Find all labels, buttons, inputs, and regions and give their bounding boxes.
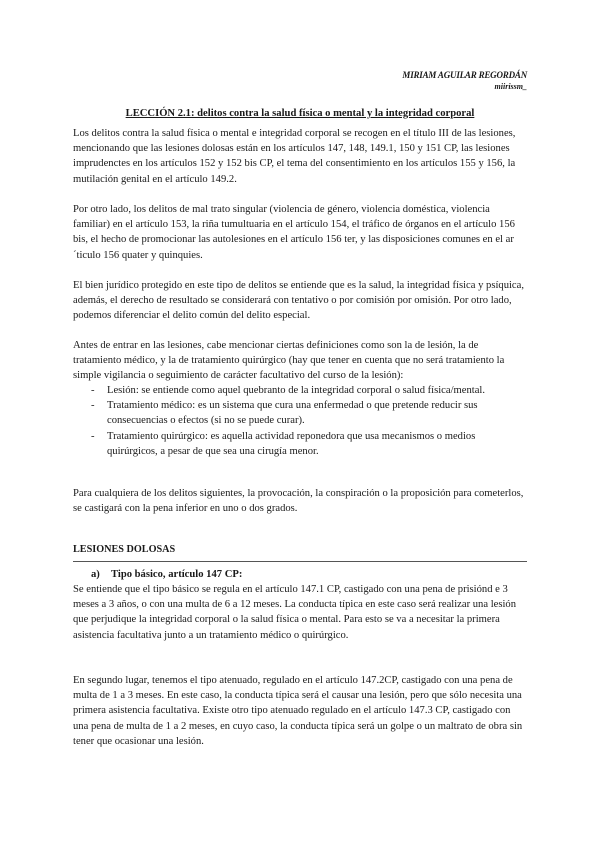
paragraph-intro: Los delitos contra la salud física o mental e integridad corporal se recogen en el título III de las lesiones, mencionando que las lesiones dolosas están en los artículos 147, 148, 149.1, 150 y 151 CP, las lesiones imprudenctes en los artículos 152 y 152 bis CP, el tema del consentimiento en los artículos 155 y 156, la mutilación genital en el artículo 149.2.	[73, 128, 516, 185]
paragraph-tipo-atenuado: En segundo lugar, tenemos el tipo atenuado, regulado en el artículo 147.2CP, castigado con una pena de multa de 1 a 3 meses. En este caso, la conducta típica será el causar una lesión, pero que sólo necesita una primera asistencia facultativa. Existe otro tipo atenuado regulado en el artículo 147.3 CP, castigado con una pena de multa de 1 a 2 meses, en cuyo caso, la conducta típica será un golpe o un maltrato de obra sin tener que ocasionar una lesión.	[73, 675, 523, 747]
paragraph-provocacion: Para cualquiera de los delitos siguientes, la provocación, la conspiración o la proposición para cometerlos, se castigará con la pena inferior en uno o dos grados.	[73, 488, 524, 515]
section-divider	[73, 561, 527, 562]
subsection-title: Tipo básico, artículo 147 CP:	[111, 569, 243, 580]
paragraph-bien-juridico: El bien jurídico protegido en este tipo de delitos se entiende que es la salud, la integridad física y psíquica, además, el derecho de resultado se considerará con tentativo o por comisión por omisión. Por otro lado, podemos diferenciar el delito común del delito especial.	[73, 280, 524, 322]
author-block	[402, 70, 527, 92]
list-item: - Tratamiento quirúrgico: es aquella actividad reponedora que usa mecanismos o medios quirúrgicos, a pesar de que sea una cirugía menor.	[73, 429, 527, 459]
subsection-label: a)	[91, 569, 100, 580]
definitions-list	[73, 383, 527, 459]
paragraph-definiciones-intro: Antes de entrar en las lesiones, cabe mencionar ciertas definiciones como son la de lesión, la de tratamiento médico, y la de tratamiento quirúrgico (hay que tener en cuenta que no será tratamiento la simple vigilancia o seguimiento de carácter facultativo del curso de la lesión):	[73, 340, 505, 382]
author-name: MIRIAM AGUILAR REGORDÁN	[402, 70, 527, 80]
list-item: - Tratamiento médico: es un sistema que cura una enfermedad o que pretende reducir sus consecuencias o efectos (si no se puede curar).	[73, 398, 527, 428]
paragraph-tipo-basico: Se entiende que el tipo básico se regula en el artículo 147.1 CP, castigado con una pena de prisiónd e 3 meses a 3 años, o con una multa de 6 a 12 meses. La conducta típica en este caso será realizar una lesión que perjudique la integridad corporal o la salud física o mental. Para esto se va a necesitar la primera asistencia facultativa junto a un tratamiento médico o quirúrgico.	[73, 584, 517, 641]
list-item: - Lesión: se entiende como aquel quebranto de la integridad corporal o salud física/mental.	[73, 383, 527, 398]
author-handle: miirissm_	[494, 82, 527, 91]
paragraph-maltrato: Por otro lado, los delitos de mal trato singular (violencia de género, violencia doméstica, violencia familiar) en el artículo 153, la riña tumultuaria en el artículo 154, el tráfico de órganos en el artículo 156 bis, el hecho de promocionar las autolesiones en el artículo 156 ter, y las disposiciones comunes en el ar´ticulo 156 quater y quinquies.	[73, 204, 515, 261]
subsection-heading	[91, 567, 242, 582]
lesson-title: LECCIÓN 2.1: delitos contra la salud física o mental y la integridad corporal	[125, 108, 475, 119]
section-heading: LESIONES DOLOSAS	[73, 544, 176, 555]
